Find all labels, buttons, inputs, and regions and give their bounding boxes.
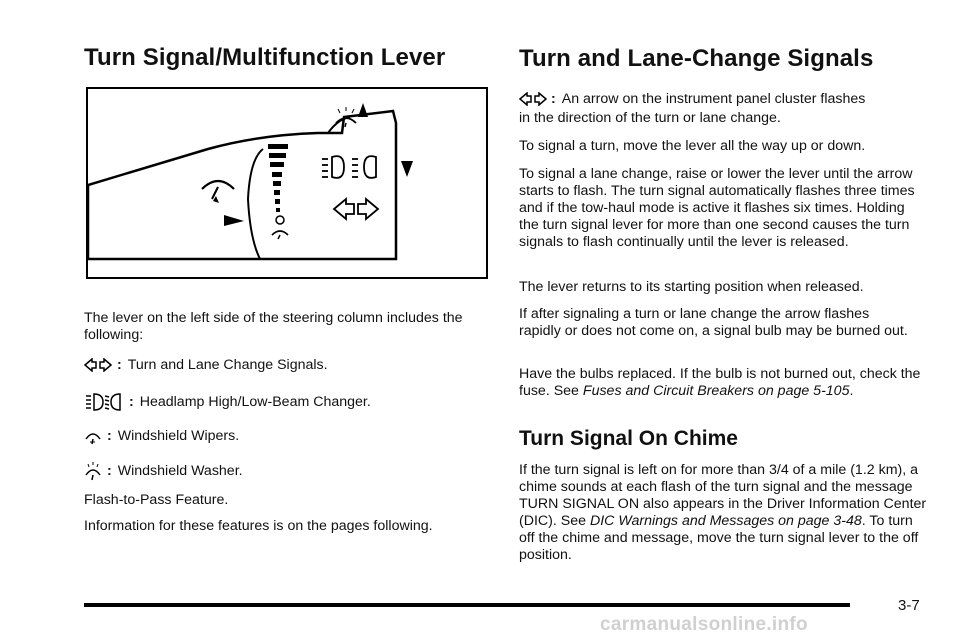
page-number: 3-7 [898,597,920,614]
item-label: Windshield Wipers. [117,428,240,444]
item-label: Turn and Lane Change Signals. [127,357,328,373]
windshield-wiper-icon [84,427,102,445]
section-heading: Turn and Lane-Change Signals [519,45,874,72]
footer-rule [84,603,850,607]
section-heading: Turn Signal/Multifunction Lever [84,44,446,71]
chime-text-end: . To turn off the chime and message, move the turn signal lever to the off position. [519,513,919,563]
watermark: carmanualsonline.info [600,614,808,635]
headlamp-beam-icon [84,392,124,412]
list-item-washer: : Windshield Washer. [84,461,243,481]
list-item-wipers: : Windshield Wipers. [84,427,239,445]
windshield-washer-icon [84,461,102,481]
wiper-icon-on-lever [202,181,234,203]
lane-change-paragraph: To signal a lane change, raise or lower the lever until the arrow starts to flash. The turn signal automatically flashes three times and if the tow-haul mode is active it flashes six times. Holding the turn signal lever for more than one second causes the turn signals to flash continually until the lever is released. [519,166,915,250]
replace-text: Have the bulbs replaced. If the bulb is not burned out, check the fuse. See [519,366,921,399]
chime-paragraph [519,462,927,564]
burned-out-paragraph: If after signaling a turn or lane change the arrow flashes rapidly or does not come on, a signal bulb may be burned out. [519,306,908,339]
arrow-description-line1: An arrow on the instrument panel cluster flashes [561,91,866,107]
signal-turn-paragraph: To signal a turn, move the lever all the way up or down. [519,138,866,154]
intro-paragraph: The lever on the left side of the steering column includes the following: [84,310,463,343]
list-item-turn-signals: : Turn and Lane Change Signals. [84,357,328,373]
lever-illustration [86,87,488,279]
headlamp-icons-on-lever [322,156,376,178]
arrow-description-line2: in the direction of the turn or lane change. [519,110,781,126]
turn-arrows-on-lever [334,199,378,219]
chime-text: If the turn signal is left on for more than 3/4 of a mile (1.2 km), a chime sounds at each flash of the turn signal and the message TURN SIGNAL ON also appears in the Driver Information Center (DIC). See [519,462,927,529]
info-text: Information for these features is on the pages following. [84,518,433,534]
multifunction-lever-drawing [88,89,486,277]
flash-to-pass-text: Flash-to-Pass Feature. [84,492,229,508]
list-item-headlamp: : Headlamp High/Low-Beam Changer. [84,392,371,412]
item-label: Headlamp High/Low-Beam Changer. [139,394,371,410]
returns-paragraph: The lever returns to its starting position when released. [519,279,864,295]
turn-signal-arrows-icon [519,92,547,106]
item-label: Windshield Washer. [117,463,243,479]
replace-text-end: . [849,383,854,399]
fuses-reference-link[interactable]: Fuses and Circuit Breakers on page 5-105 [582,383,850,399]
subsection-heading: Turn Signal On Chime [519,427,738,450]
replace-bulbs-paragraph [519,366,921,400]
turn-signal-arrows-icon [84,358,112,372]
dic-reference-link[interactable]: DIC Warnings and Messages on page 3-48 [589,513,862,529]
